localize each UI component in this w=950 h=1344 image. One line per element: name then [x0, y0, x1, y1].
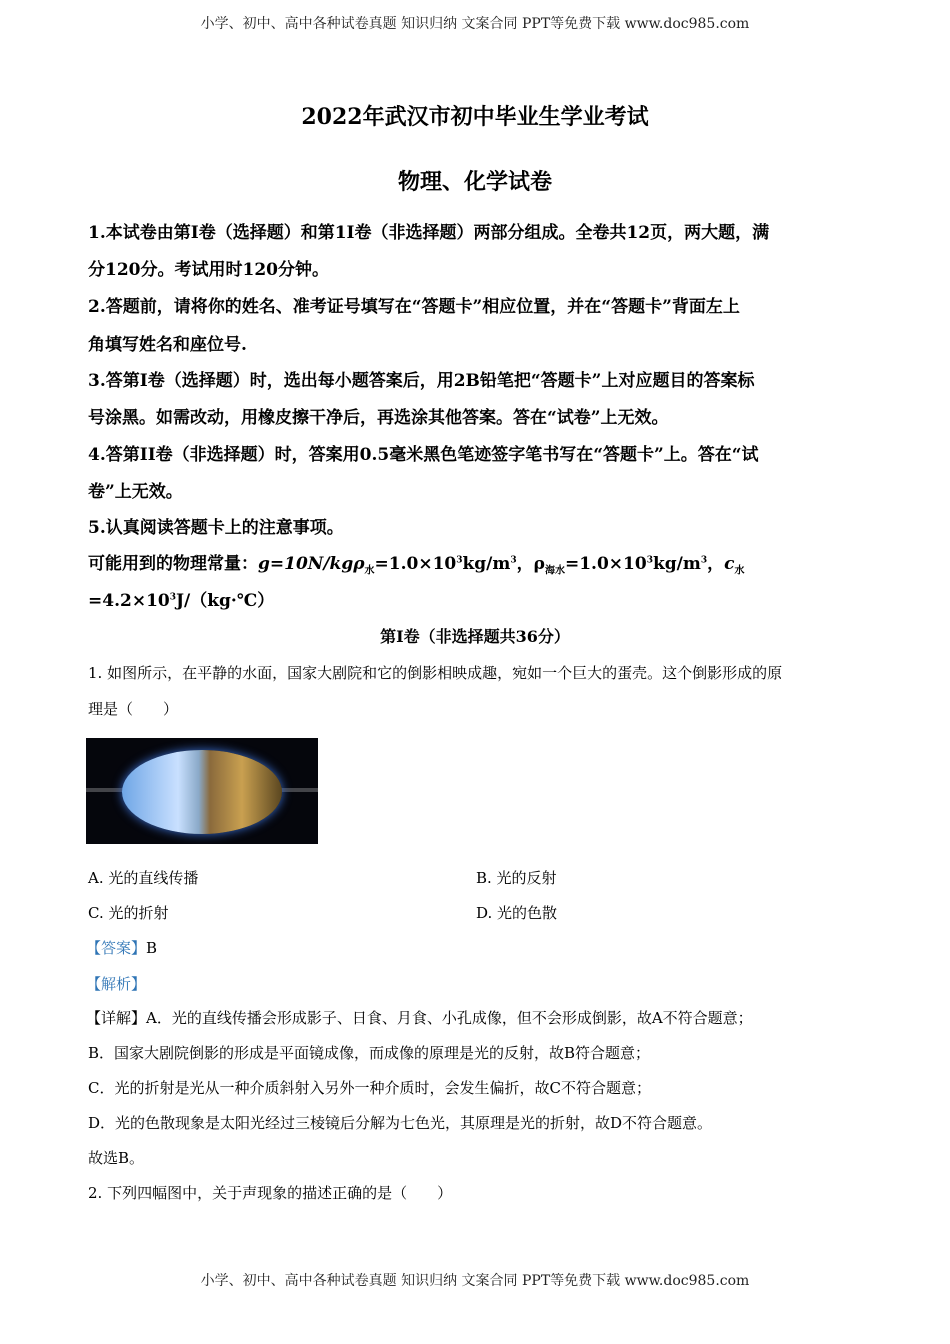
page-footer: 小学、初中、高中各种试卷真题 知识归纳 文案合同 PPT等免费下载 www.doc985.com — [200, 1273, 750, 1289]
detail-text: A．光的直线传播会形成影子、日食、月食、小孔成像，但不会形成倒影，故A不符合题意； — [146, 1009, 753, 1027]
exp: 3 — [646, 555, 653, 566]
national-grand-theatre-photo — [86, 738, 318, 844]
note-line: 卷”上无效。 — [88, 482, 183, 502]
option-a: A. 光的直线传播 — [88, 869, 199, 887]
constants-line-2 — [88, 586, 274, 611]
exp: 3 — [700, 555, 708, 566]
question-1-text: 理是（ ） — [88, 700, 179, 718]
sep: ， — [516, 554, 534, 574]
val: =1.0×10 — [374, 554, 457, 574]
note-line: 4.答第II卷（非选择题）时，答案用0.5毫米黑色笔迹签字笔书写在“答题卡”上。答在“试 — [88, 445, 759, 465]
note-line: 分120分。考试用时120分钟。 — [88, 260, 329, 280]
exam-subtitle: 物理、化学试卷 — [397, 169, 552, 195]
exp: 3 — [456, 555, 463, 566]
exam-title: 2022年武汉市初中毕业生学业考试 — [301, 104, 649, 130]
detail-line: C．光的折射是光从一种介质斜射入另外一种介质时，会发生偏折，故C不符合题意； — [88, 1079, 651, 1097]
unit: J/（kg·℃） — [176, 591, 275, 611]
detail-line — [86, 1007, 753, 1028]
option-b: B. 光的反射 — [476, 869, 557, 887]
unit: kg/m — [462, 554, 511, 574]
val: =4.2×10 — [88, 591, 170, 611]
val: =1.0×10 — [564, 554, 647, 574]
exp: 3 — [510, 555, 517, 566]
note-line: 2.答题前，请将你的姓名、准考证号填写在“答题卡”相应位置，并在“答题卡”背面左上 — [88, 297, 740, 317]
note-line: 3.答第I卷（选择题）时，选出每小题答案后，用2B铅笔把“答题卡”上对应题目的答案标 — [88, 371, 755, 391]
exp: 3 — [169, 592, 176, 603]
option-c: C. 光的折射 — [88, 904, 169, 922]
analysis-label: 【解析】 — [86, 975, 147, 993]
sub: 海水 — [544, 565, 565, 577]
const-rho: ρ — [353, 554, 365, 574]
note-line: 角填写姓名和座位号. — [88, 335, 247, 355]
sub: 水 — [734, 565, 745, 577]
answer-line — [86, 937, 157, 958]
answer-label: 【答案】 — [86, 939, 147, 957]
page-header: 小学、初中、高中各种试卷真题 知识归纳 文案合同 PPT等免费下载 www.doc985.com — [200, 16, 750, 32]
const-rho-sea: ρ — [533, 554, 545, 574]
answer-value: B — [146, 939, 158, 957]
unit: kg/m — [652, 554, 701, 574]
sep: ， — [707, 554, 725, 574]
question-2-text: 2. 下列四幅图中，关于声现象的描述正确的是（ ） — [88, 1184, 453, 1202]
sub: 水 — [364, 565, 375, 577]
detail-label: 【详解】 — [86, 1009, 147, 1027]
constants-line — [88, 549, 744, 576]
section-heading: 第I卷（非选择题共36分） — [380, 627, 570, 646]
note-line: 1.本试卷由第I卷（选择题）和第1I卷（非选择题）两部分组成。全卷共12页，两大题，满 — [88, 223, 770, 243]
const-c: c — [724, 554, 735, 574]
detail-line: D．光的色散现象是太阳光经过三棱镜后分解为七色光，其原理是光的折射，故D不符合题意。 — [88, 1114, 713, 1132]
note-line: 号涂黑。如需改动，用橡皮擦干净后，再选涂其他答案。答在“试卷”上无效。 — [88, 408, 669, 428]
detail-line: B．国家大剧院倒影的形成是平面镜成像，而成像的原理是光的反射，故B符合题意； — [88, 1044, 651, 1062]
option-d: D. 光的色散 — [476, 904, 558, 922]
const-g: g=10N/kg — [258, 554, 354, 574]
note-line: 5.认真阅读答题卡上的注意事项。 — [88, 518, 344, 538]
detail-line: 故选B。 — [88, 1149, 145, 1167]
constants-prefix: 可能用到的物理常量： — [88, 554, 258, 574]
question-1-text: 1. 如图所示，在平静的水面，国家大剧院和它的倒影相映成趣，宛如一个巨大的蛋壳。这个倒影形成的原 — [88, 664, 783, 682]
